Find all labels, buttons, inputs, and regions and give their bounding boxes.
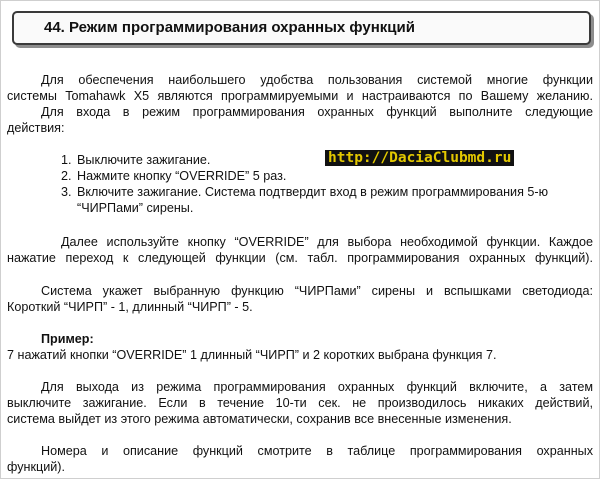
step-text <box>77 184 591 216</box>
list-item <box>61 168 591 184</box>
exit-line-1: Для выхода из режима программирования охранных функций включите, а затем <box>41 380 593 394</box>
list-item <box>61 184 591 216</box>
indicate-line-1: Система укажет выбранную функцию “ЧИРПами” сирены и вспышками светодиода: <box>41 284 593 298</box>
step-text: Нажмите кнопку “OVERRIDE” 5 раз. <box>77 169 287 183</box>
indicate-line-2: Короткий “ЧИРП” - 1, длинный “ЧИРП” - 5. <box>7 300 253 314</box>
watermark-url: http://DaciaClubmd.ru <box>325 150 514 166</box>
step-text: Выключите зажигание. <box>77 153 211 167</box>
intro-line-3: Для входа в режим программирования охранных функций выполните следующие <box>41 105 593 119</box>
numbers-line-2: функций). <box>7 460 65 474</box>
example-block <box>7 331 593 363</box>
intro-paragraph <box>7 72 593 136</box>
indicate-paragraph <box>7 283 593 315</box>
section-header <box>12 11 591 45</box>
exit-line-3: система выйдет из этого режима автоматически, сохранив все внесенные изменения. <box>7 412 512 426</box>
section-title: 44. Режим программирования охранных функций <box>44 19 415 36</box>
exit-paragraph <box>7 379 593 427</box>
example-text: 7 нажатий кнопки “OVERRIDE” 1 длинный “ЧИРП” и 2 коротких выбрана функция 7. <box>7 348 497 362</box>
exit-line-2: выключите зажигание. Если в течение 10-ти сек. не производилось никаких действий, <box>7 396 593 410</box>
step-text-line-2: “ЧИРПами” сирены. <box>77 201 194 215</box>
numbers-paragraph <box>7 443 593 475</box>
override-paragraph <box>7 234 593 266</box>
intro-line-1: Для обеспечения наибольшего удобства пользования системой многие функции <box>41 73 593 87</box>
intro-line-2: системы Tomahawk X5 являются программируемыми и настраиваются по Вашему желанию. <box>7 89 593 103</box>
example-heading: Пример: <box>41 332 94 346</box>
step-text-line-1: Включите зажигание. Система подтвердит вход в режим программирования 5-ю <box>77 185 549 199</box>
step-number: 1. <box>61 153 72 167</box>
intro-line-4: действия: <box>7 121 65 135</box>
override-line-2: нажатие переход к следующей функции (см. табл. программирования охранных функций). <box>7 251 593 265</box>
step-number: 3. <box>61 185 72 199</box>
override-line-1: Далее используйте кнопку “OVERRIDE” для выбора необходимой функции. Каждое <box>61 235 593 249</box>
step-number: 2. <box>61 169 72 183</box>
numbers-line-1: Номера и описание функций смотрите в таблице программирования охранных <box>41 444 593 458</box>
